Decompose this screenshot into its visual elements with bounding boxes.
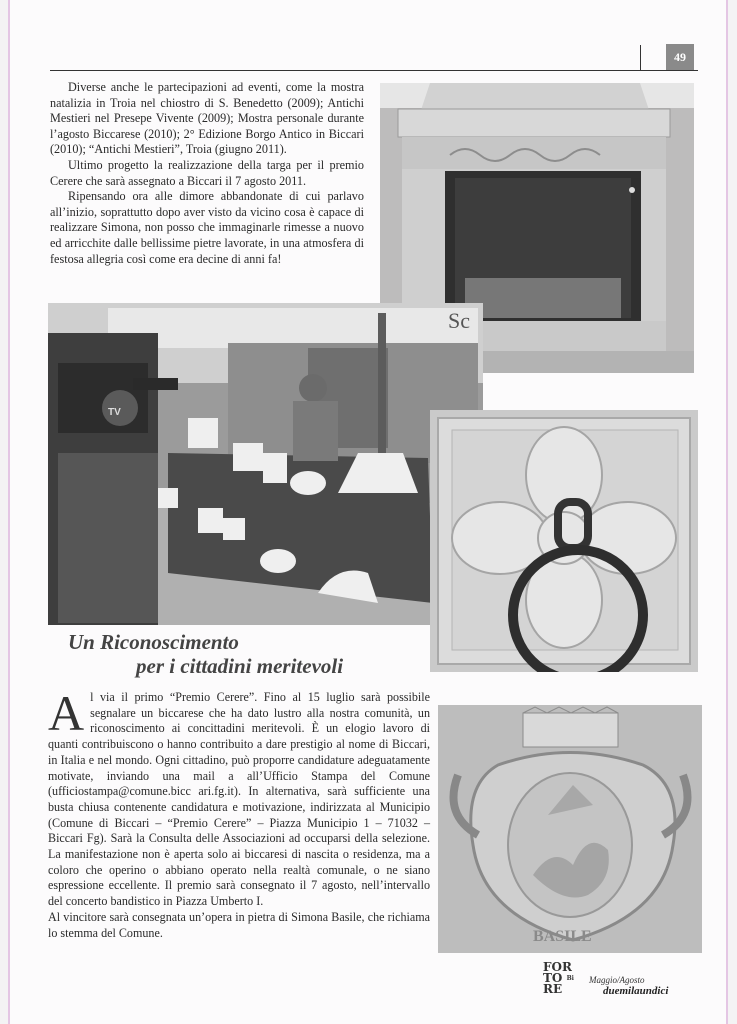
issue-year: duemilaundici xyxy=(603,985,669,997)
camera-brand-text: TV xyxy=(108,407,121,418)
article-title-line1: Un Riconoscimento xyxy=(68,630,239,654)
page-number: 49 xyxy=(666,44,694,70)
logo-small: Bi xyxy=(566,975,574,982)
article-title-line2: per i cittadini meritevoli xyxy=(136,654,344,678)
logo-line: TO $^{Bi}$ xyxy=(543,971,574,985)
logo-line: FOR xyxy=(543,960,572,974)
header-rule xyxy=(50,70,698,71)
article-paragraph: Al vincitore sarà consegnata un’opera in pietra di Simona Basile, che richiama lo stemma del Comune. xyxy=(48,909,430,940)
stone-tile-ring-photo xyxy=(430,410,698,672)
logo-line: RE xyxy=(543,982,563,996)
magazine-logo xyxy=(543,962,583,995)
intro-paragraph: Diverse anche le partecipazioni ad eventi, come la mostra natalizia in Troia nel chiostro di S. Benedetto (2009); Antichi Mestieri nel Presepe Vivente (2009); Mostra personale durante l’agosto Biccarese (2010); 2° Edizione Borgo Antico in Biccari (2010); “Antichi Mestieri”, Troia (giugno 2011). xyxy=(50,80,364,157)
intro-paragraph: Ripensando ora alle dimore abbandonate di cui parlavo all’inizio, soprattutto dopo aver visto da vicino cosa è capace di realizzare Simona, non posso che immaginarle rimesse a nuovo ed arricchite dalle bellissime pietre lavorate, in una atmosfera di festosa allegria così come era decine di anni fa! xyxy=(50,189,364,266)
coat-of-arms-label: BASILE xyxy=(533,928,592,945)
intro-text xyxy=(50,80,364,267)
stall-sign-text: Sc xyxy=(448,308,470,333)
coat-of-arms-photo xyxy=(438,705,702,953)
article-paragraph: l via il primo “Premio Cerere”. Fino al 15 luglio sarà possibile segnalare un biccarese che ha dato lustro alla nostra comunità, un riconoscimento ai concittadini meritevoli. È un elogio lavoro di quanti contribuiscono o hanno contribuito a dare prestigio al nome di Biccari, in Italia e nel mondo. Ogni cittadino, può proporre candidature adeguatamente motivate, inviando una mail a all’Ufficio Stampa del Comune (ufficiostampa@comune.bicc ari.fg.it). In alternativa, sarà sufficiente una busta chiusa contenente candidatura e motivazione, indirizzata al Municipio (Comune di Biccari – “Premio Cerere” – Piazza Municipio 1 – 71032 – Biccari Fg). Sarà la Consulta delle Associazioni ad occuparsi della selezione. La manifestazione non è aperta solo ai biccaresi di nascita o residenza, ma a coloro che operino o abbiano operato nella realtà comunale, o ne siano espressione eccellente. Il premio sarà consegnato il 7 agosto, nell’intervallo del concerto bandistico in Piazza Umberto I. xyxy=(48,690,430,909)
issue-month: Maggio/Agosto xyxy=(589,975,645,985)
intro-paragraph: Ultimo progetto la realizzazione della targa per il premio Cerere che sarà assegnato a Biccari il 7 agosto 2011. xyxy=(50,157,364,188)
drop-cap: A xyxy=(48,685,85,741)
article-body xyxy=(48,685,430,941)
market-stall-photo xyxy=(48,303,483,625)
article-title xyxy=(68,630,343,678)
